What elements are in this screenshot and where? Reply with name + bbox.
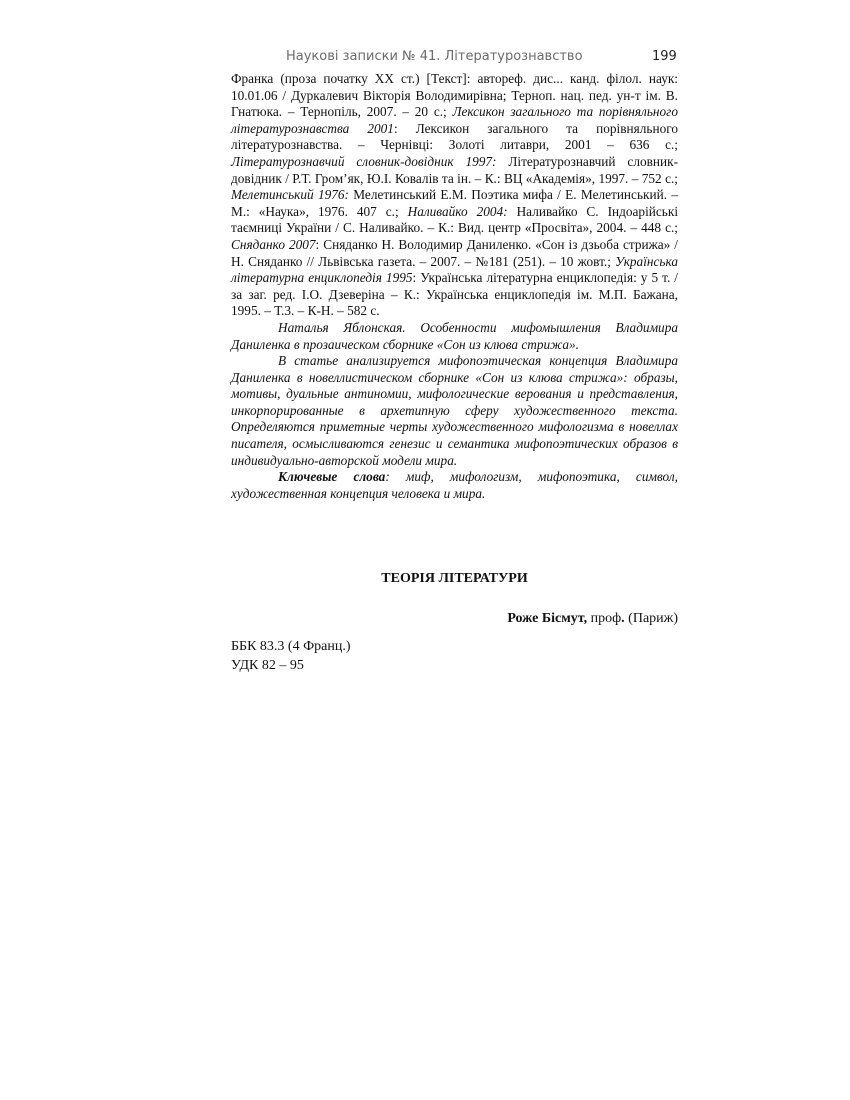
reference-short-title: Мелетинський 1976:: [231, 187, 349, 203]
keywords-text: : миф, мифологизм, мифопоэтика, символ, художественная концепция человека и мира.: [231, 469, 678, 501]
reference-text: Літературознавчий словник-довідник / Р.Т. Гром’як, Ю.І. Ковалів та ін. – К.: ВЦ «Академія», 1997. – 752 с.;: [231, 153, 678, 186]
reference-text: : Лексикон загального та порівняльного літературознавства. – Чернівці: Золоті литаври, 2001 – 636 с.;: [231, 120, 678, 153]
udk-code: УДК 82 – 95: [231, 658, 304, 673]
reference-text: Франка (проза початку XX ст.) [Текст]: автореф. дис... канд. філол. наук: 10.01.06 / Дуркалевич Вікторія Володимирівна; Терноп. нац. пед. ун-т ім. В. Гнатюка. – Тернопіль, 2007. – 20 с.;: [231, 71, 678, 120]
reference-short-title: Українська літературна енциклопедія 1995: [231, 253, 678, 286]
summary-title: Наталья Яблонская. Особенности мифомышления Владимира Даниленка в прозаическом сборнике «Сон из клюва стрижа».: [231, 319, 678, 352]
author-title: проф: [587, 611, 622, 626]
keywords-label: Ключевые слова: [278, 469, 386, 485]
reference-short-title: Літературознавчий словник-довідник 1997:: [231, 153, 497, 169]
summary-keywords: [231, 469, 678, 502]
reference-short-title: Наливайко 2004:: [407, 203, 508, 219]
reference-short-title: Лексикон загального та порівняльного літературознавства 2001: [231, 104, 678, 136]
references-paragraph: [231, 71, 678, 320]
reference-text: : Сняданко Н. Володимир Даниленко. «Сон із дзьоба стрижа» / Н. Сняданко // Львівська газета. – 2007. – №181 (251). – 10 жовт.;: [231, 236, 678, 269]
summary-abstract: В статье анализируется мифопоэтическая концепция Владимира Даниленка в новеллистическом сборнике «Сон из клюва стрижа»: образы, мотивы, дуальные антиномии, мифологические верования и представления, инкорпорированные в архетипную сферу художественного текста. Определяются приметные черты художественного мифологизма в новеллах писателя, осмысливаются генезис и семантика мифопоэтических образов в индивидуально-авторской модели мира.: [231, 353, 678, 468]
body-text: [231, 71, 678, 502]
classification-codes: [231, 637, 351, 675]
author-name: Роже Бісмут,: [507, 611, 588, 626]
reference-short-title: Сняданко 2007: [231, 236, 316, 252]
running-title: Наукові записки № 41. Літературознавство: [286, 49, 583, 64]
author-place: (Париж): [624, 611, 678, 626]
reference-text: : Українська літературна енциклопедія: у 5 т. / за заг. ред. І.О. Дзеверіна – К.: Українська енциклопедія ім. М.П. Бажана, 1995. – Т.3. – К-Н. – 582 с.: [231, 270, 678, 319]
bbk-code: ББК 83.3 (4 Франц.): [231, 639, 351, 654]
reference-text: Наливайко С. Індоарійські таємниці України / С. Наливайко. – К.: Вид. центр «Просвіта», 2004. – 448 с.;: [231, 203, 679, 236]
section-heading: ТЕОРІЯ ЛІТЕРАТУРИ: [381, 571, 528, 586]
author-title-dot: .: [621, 611, 625, 626]
page-number: 199: [652, 49, 677, 64]
article-author: [507, 611, 678, 627]
reference-text: Мелетинський Е.М. Поэтика мифа / Е. Мелетинський. – М.: «Наука», 1976. 407 с.;: [231, 187, 678, 219]
